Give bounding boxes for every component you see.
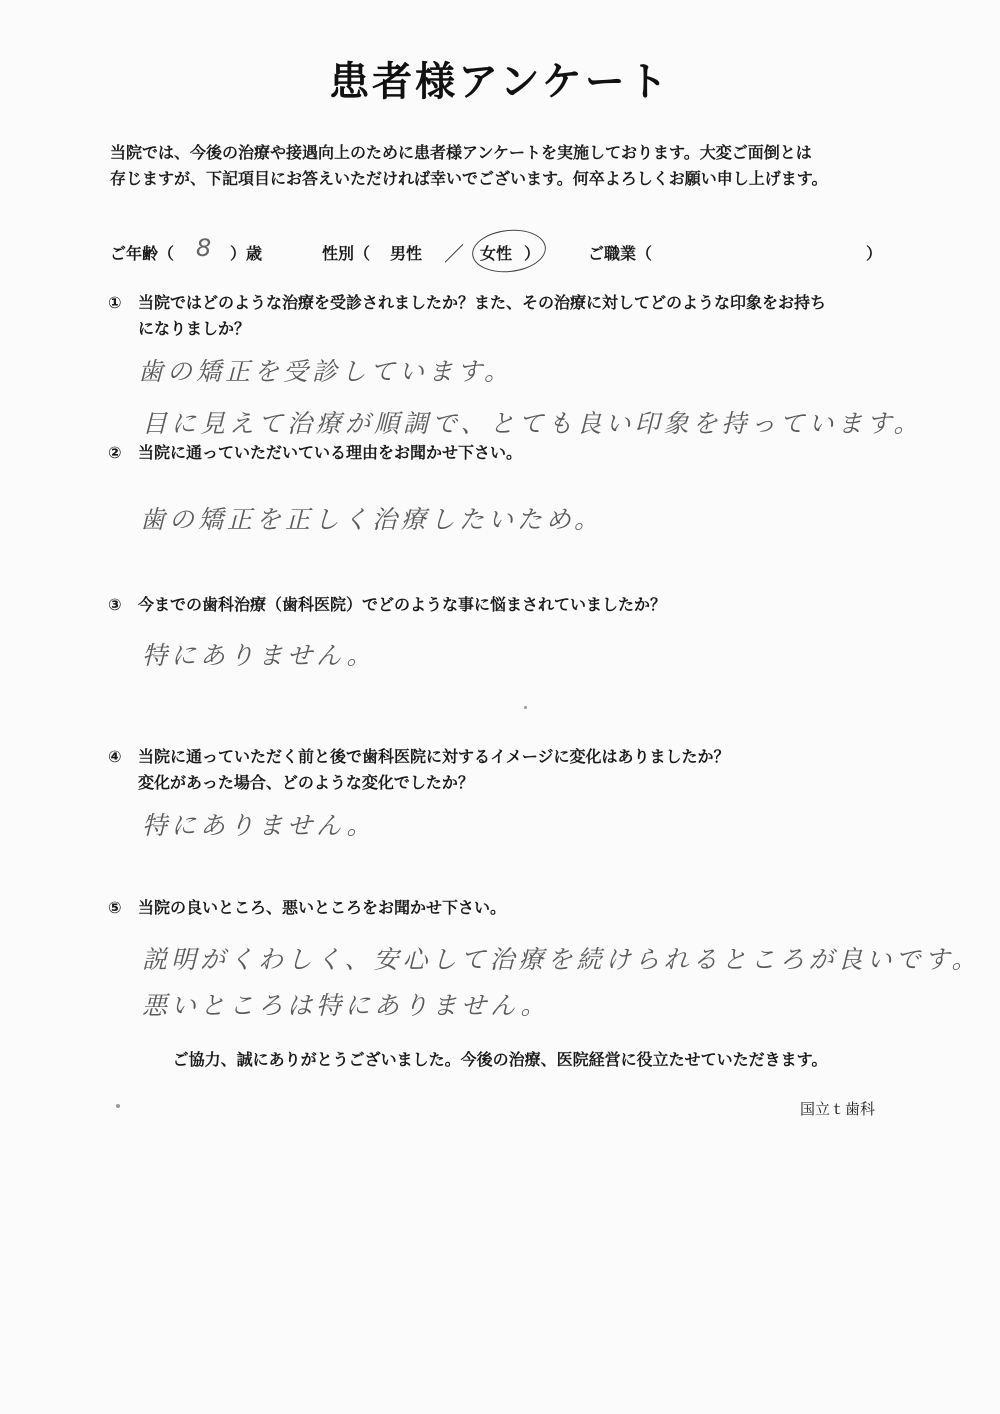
question-1: [108, 290, 826, 342]
question-line: 今までの歯科治療（歯科医院）でどのような事に悩まされていましたか？: [138, 595, 667, 614]
question-3: [108, 592, 666, 618]
gender-close: ）: [524, 244, 541, 263]
gender-female: 女性: [480, 244, 513, 263]
question-number: ①: [108, 293, 122, 312]
question-line: 変化があった場合、どのような変化でしたか？: [138, 773, 474, 792]
intro-line: 当院では、今後の治療や接遇向上のために患者様アンケートを実施しております。大変ご面倒とは: [110, 143, 812, 162]
question-line: 当院に通っていただいている理由をお聞かせ下さい。: [138, 443, 523, 462]
question-line: 当院に通っていただく前と後で歯科医院に対するイメージに変化はありましたか？: [138, 747, 730, 766]
page-title: 患者様アンケート: [329, 59, 671, 105]
closing-message: ご協力、誠にありがとうございました。今後の治療、医院経営に役立たせていただきます。: [172, 1050, 828, 1069]
profile-row: [110, 236, 900, 266]
job-close: ）: [866, 244, 883, 263]
scan-speck: [116, 1104, 120, 1108]
question-5: [108, 895, 506, 921]
answer-line: 目に見えて治療が順調で、とても良い印象を持っています。: [142, 409, 923, 438]
question-line: 当院ではどのような治療を受診されましたか？また、その治療に対してどのような印象をお持ち: [138, 293, 827, 312]
answer-line: 悪いところは特にありません。: [142, 991, 550, 1020]
answer-line: 特にありません。: [142, 641, 376, 670]
question-2: [108, 440, 522, 466]
question-line: になりましか？: [138, 319, 251, 338]
age-label: ご年齢（: [110, 244, 175, 263]
question-number: ③: [108, 595, 122, 614]
question-number: ④: [108, 747, 122, 766]
question-number: ⑤: [108, 898, 122, 917]
gender-separator: ／: [444, 242, 464, 266]
age-value: 8: [196, 234, 212, 262]
question-4: [108, 744, 730, 796]
question-number: ②: [108, 443, 122, 462]
answer-line: 歯の矯正を受診しています。: [138, 357, 514, 386]
question-line: 当院の良いところ、悪いところをお聞かせ下さい。: [138, 898, 507, 917]
answer-line: 特にありません。: [142, 811, 376, 840]
scan-speck: [524, 706, 527, 709]
gender-selected-circle: [470, 226, 548, 276]
clinic-name: 国立ｔ歯科: [800, 1100, 876, 1118]
intro-line: 存じますが、下記項目にお答えいただければ幸いでございます。何卒よろしくお願い申し上げます。: [110, 169, 828, 188]
answer-line: 説明がくわしく、安心して治療を続けられるところが良いです。: [142, 945, 981, 974]
job-label: ご職業（: [588, 244, 653, 263]
gender-label: 性別（: [322, 244, 371, 263]
age-suffix: ）歳: [230, 244, 263, 263]
answer-line: 歯の矯正を正しく治療したいため。: [140, 505, 604, 534]
intro-text: [110, 140, 910, 192]
gender-male: 男性: [390, 244, 423, 263]
